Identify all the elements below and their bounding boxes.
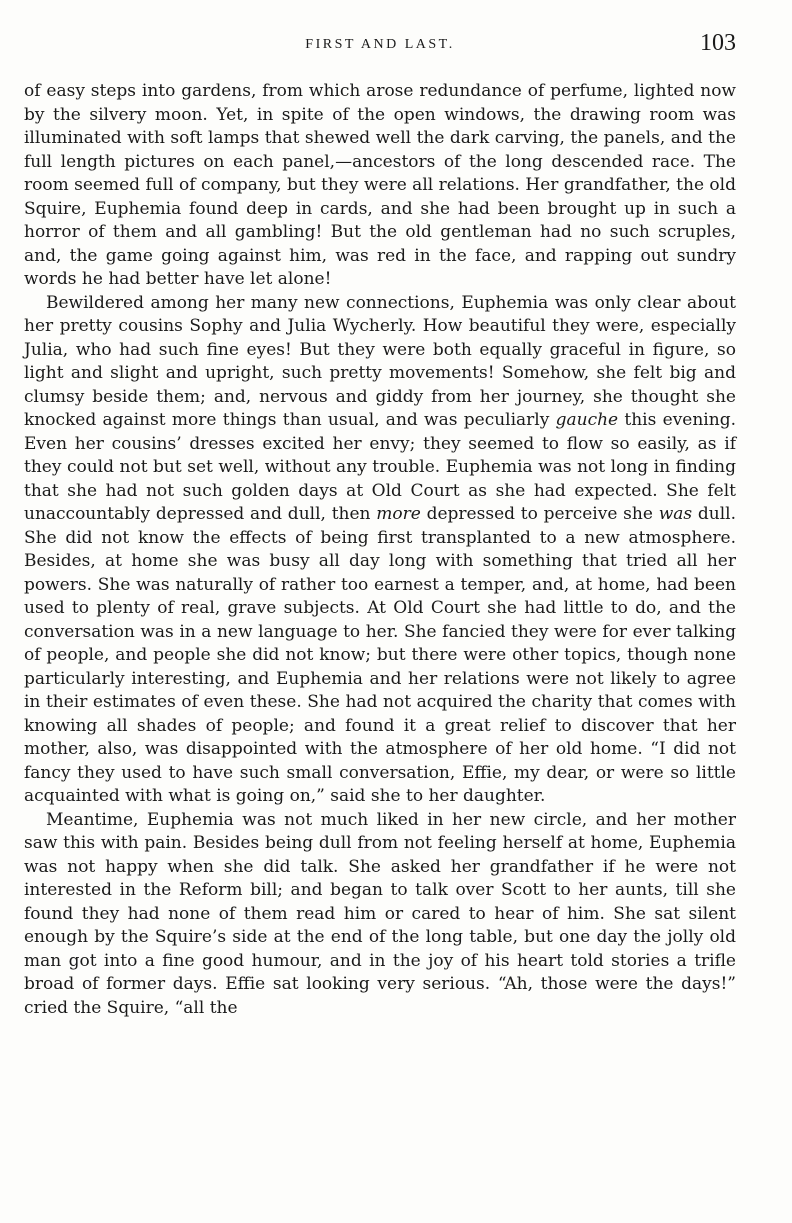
paragraph-1 bbox=[24, 80, 736, 292]
paragraph-text: dull. She did not know the effects of being first transplanted to a new atmosphere. Besides, at home she was busy all day long with something that tried all her powers. She was naturally of rather too earnest a temper, and, at home, had been used to plenty of real, grave subjects. At Old Court she had little to do, and the conversation was in a new language to her. She fancied they were for ever talking of people, and people she did not know; but there were other topics, though none particularly interesting, and Euphemia and her relations were not likely to agree in their estimates of even these. She had not acquired the charity that comes with knowing all shades of people; and found it a great relief to discover that her mother, also, was disappointed with the atmosphere of her old home. “I did not fancy they used to have such small conversation, Effie, my dear, or were so little acquainted with what is going on,” said she to her daughter. bbox=[24, 504, 736, 806]
italic-word-more: more bbox=[376, 504, 421, 524]
paragraph-text: this evening. Even her cousins’ dresses excited her envy; they seemed to flow so easily, as if they could not but set well, without any trouble. Euphemia was not long in finding that she had not such golden days at Old Court as she had expected. She felt unaccountably depressed and dull, then bbox=[24, 410, 736, 524]
paragraph-2 bbox=[24, 292, 736, 809]
body-text bbox=[24, 80, 736, 1020]
running-title: FIRST AND LAST. bbox=[305, 37, 455, 52]
paragraph-text: Bewildered among her many new connections, Euphemia was only clear about her pretty cousins Sophy and Julia Wycherly. How beautiful they were, especially Julia, who had such fine eyes! But they were both equally graceful in figure, so light and slight and upright, such pretty movements! Somehow, she felt big and clumsy beside them; and, nervous and giddy from her journey, she thought she knocked against more things than usual, and was peculiarly bbox=[24, 292, 736, 430]
italic-word-gauche: gauche bbox=[555, 410, 619, 430]
paragraph-text: Meantime, Euphemia was not much liked in her new circle, and her mother saw this with pain. Besides being dull from not feeling herself at home, Euphemia was not happy when she did talk. She asked her grandfather if he were not interested in the Reform bill; and began to talk over Scott to her aunts, till she found they had none of them read him or cared to hear of him. She sat silent enough by the Squire’s side at the end of the long table, but one day the jolly old man got into a fine good humour, and in the joy of his heart told stories a trifle broad of former days. Effie sat looking very serious. “Ah, those were the days!” cried the Squire, “all the bbox=[24, 809, 736, 1018]
paragraph-text: depressed to perceive she bbox=[420, 504, 659, 524]
paragraph-text: of easy steps into gardens, from which arose redundance of perfume, lighted now by the silvery moon. Yet, in spite of the open windows, the drawing room was illuminated with soft lamps that shewed well the dark carving, the panels, and the full length pictures on each panel,—ancestors of the long descended race. The room seemed full of company, but they were all relations. Her grandfather, the old Squire, Euphemia found deep in cards, and she had been brought up in such a horror of them and all gambling! But the old gentleman had no such scruples, and, the game going against him, was red in the face, and rapping out sundry words he had better have let alone! bbox=[24, 81, 736, 289]
paragraph-3 bbox=[24, 809, 736, 1021]
italic-word-was: was bbox=[658, 504, 693, 524]
page-number: 103 bbox=[700, 30, 736, 56]
page-header bbox=[24, 30, 736, 60]
